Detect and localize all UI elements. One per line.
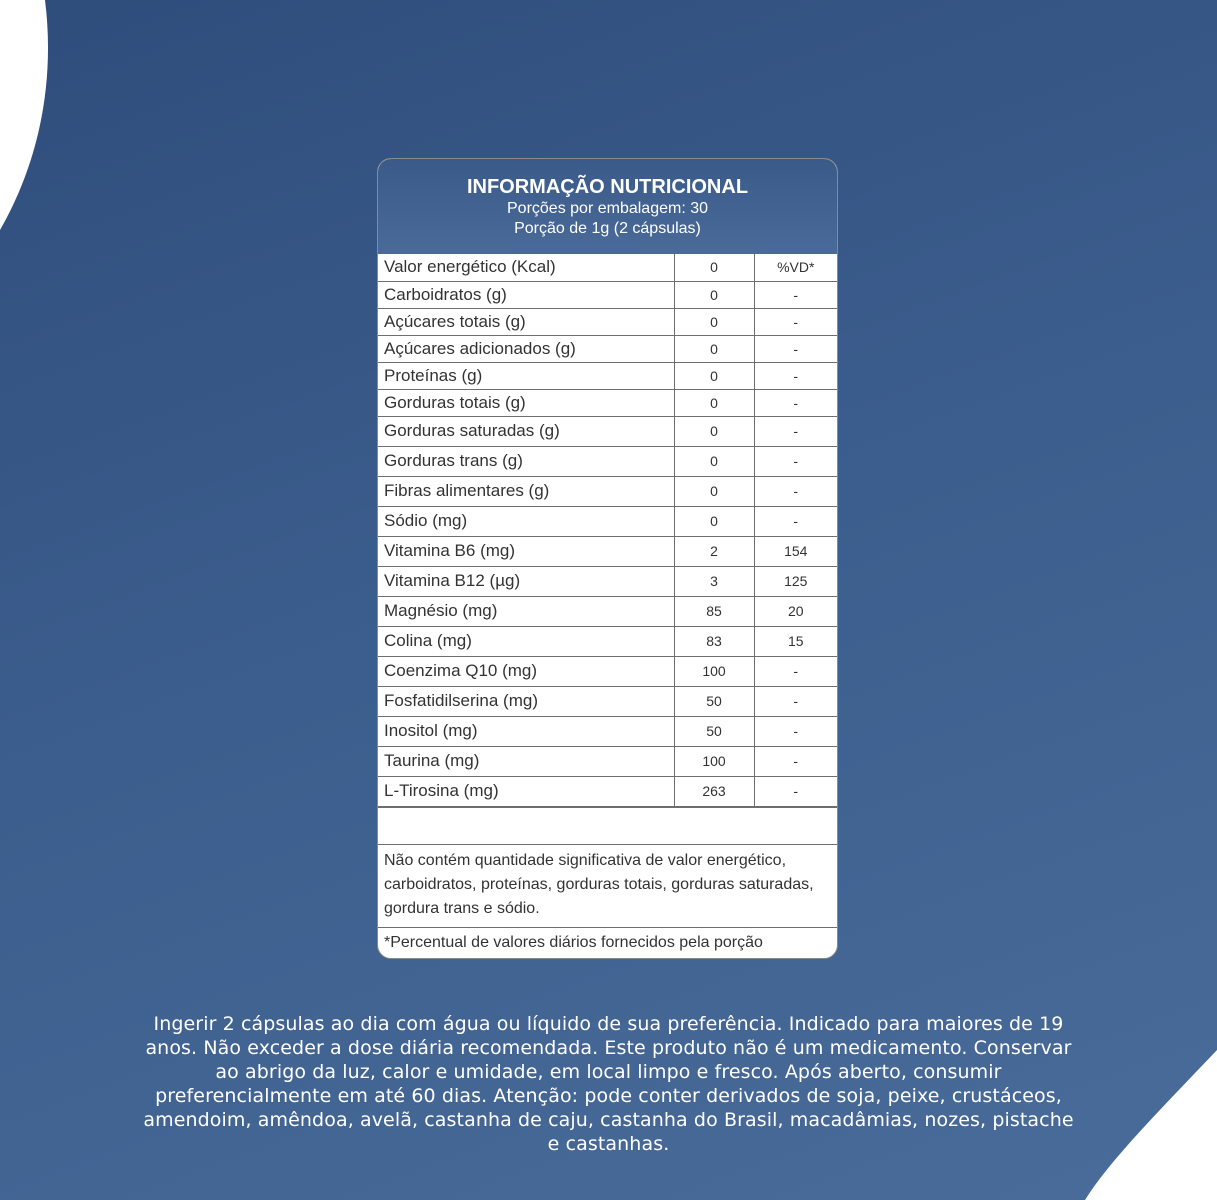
nutrient-name: Magnésio (mg) bbox=[378, 596, 674, 626]
nutrient-name: Carboidratos (g) bbox=[378, 281, 674, 308]
nutrient-daily-value: - bbox=[754, 416, 837, 446]
label-header bbox=[378, 159, 837, 254]
nutrient-amount: 0 bbox=[674, 476, 754, 506]
nutrient-name: Açúcares adicionados (g) bbox=[378, 335, 674, 362]
nutrient-name: L-Tirosina (mg) bbox=[378, 776, 674, 806]
nutrient-row bbox=[378, 281, 837, 308]
nutrient-row bbox=[378, 254, 837, 281]
nutrient-row bbox=[378, 656, 837, 686]
nutrient-name: Taurina (mg) bbox=[378, 746, 674, 776]
nutrient-daily-value: - bbox=[754, 476, 837, 506]
nutrient-amount: 50 bbox=[674, 686, 754, 716]
nutrient-row bbox=[378, 716, 837, 746]
usage-instructions: Ingerir 2 cápsulas ao dia com água ou líquido de sua preferência. Indicado para maiores de 19 anos. Não exceder a dose diária recomendada. Este produto não é um medicamento. Conservar ao abrigo da luz, calor e umidade, em local limpo e fresco. Após aberto, consumir preferencialmente em até 60 dias. Atenção: pode conter derivados de soja, peixe, crustáceos, amendoim, amêndoa, avelã, castanha de caju, castanha do Brasil, macadâmias, nozes, pistache e castanhas. bbox=[143, 1013, 1074, 1155]
nutrient-amount: 0 bbox=[674, 416, 754, 446]
nutrient-row bbox=[378, 335, 837, 362]
nutrient-name: Gorduras saturadas (g) bbox=[378, 416, 674, 446]
nutrient-name: Vitamina B12 (µg) bbox=[378, 566, 674, 596]
nutrient-row bbox=[378, 776, 837, 806]
nutrient-name: Vitamina B6 (mg) bbox=[378, 536, 674, 566]
nutrient-amount: 100 bbox=[674, 746, 754, 776]
servings-per-package: Porções por embalagem: 30 bbox=[507, 200, 708, 217]
no-significant-amount-note: Não contém quantidade significativa de valor energético, carboidratos, proteínas, gorduras totais, gorduras saturadas, gordura trans e sódio. bbox=[378, 845, 837, 928]
nutrition-table bbox=[378, 254, 837, 807]
nutrient-amount: 0 bbox=[674, 254, 754, 281]
daily-value-footnote: *Percentual de valores diários fornecidos pela porção bbox=[384, 933, 763, 951]
nutrient-amount: 0 bbox=[674, 389, 754, 416]
nutrient-row bbox=[378, 389, 837, 416]
nutrient-amount: 0 bbox=[674, 446, 754, 476]
nutrient-amount: 50 bbox=[674, 716, 754, 746]
nutrient-amount: 85 bbox=[674, 596, 754, 626]
label-title: INFORMAÇÃO NUTRICIONAL bbox=[466, 176, 749, 198]
nutrient-amount: 0 bbox=[674, 362, 754, 389]
bottom-right-white-curve bbox=[1085, 1050, 1217, 1200]
nutrient-daily-value: 154 bbox=[754, 536, 837, 566]
nutrient-daily-value: - bbox=[754, 656, 837, 686]
serving-size: Porção de 1g (2 cápsulas) bbox=[514, 220, 701, 237]
nutrient-daily-value: - bbox=[754, 716, 837, 746]
nutrient-name: Sódio (mg) bbox=[378, 506, 674, 536]
nutrient-daily-value: - bbox=[754, 506, 837, 536]
nutrient-row bbox=[378, 626, 837, 656]
nutrient-row bbox=[378, 308, 837, 335]
nutrient-daily-value: 15 bbox=[754, 626, 837, 656]
nutrient-daily-value: - bbox=[754, 335, 837, 362]
nutrient-name: Proteínas (g) bbox=[378, 362, 674, 389]
nutrient-amount: 83 bbox=[674, 626, 754, 656]
nutrient-name: Fosfatidilserina (mg) bbox=[378, 686, 674, 716]
nutrient-amount: 3 bbox=[674, 566, 754, 596]
nutrient-name: Fibras alimentares (g) bbox=[378, 476, 674, 506]
nutrient-daily-value: - bbox=[754, 446, 837, 476]
nutrient-row bbox=[378, 362, 837, 389]
nutrient-daily-value: - bbox=[754, 686, 837, 716]
nutrient-name: Coenzima Q10 (mg) bbox=[378, 656, 674, 686]
nutrient-name: Gorduras trans (g) bbox=[378, 446, 674, 476]
nutrient-daily-value: - bbox=[754, 362, 837, 389]
nutrient-name: Inositol (mg) bbox=[378, 716, 674, 746]
nutrient-name: Açúcares totais (g) bbox=[378, 308, 674, 335]
top-left-white-curve bbox=[0, 0, 48, 230]
nutrient-row bbox=[378, 506, 837, 536]
nutrient-daily-value: - bbox=[754, 281, 837, 308]
nutrient-amount: 0 bbox=[674, 308, 754, 335]
nutrient-daily-value: %VD* bbox=[754, 254, 837, 281]
table-spacer bbox=[378, 807, 837, 845]
nutrient-row bbox=[378, 566, 837, 596]
nutrient-daily-value: - bbox=[754, 389, 837, 416]
nutrient-daily-value: - bbox=[754, 746, 837, 776]
nutrition-facts-label bbox=[377, 158, 838, 959]
nutrient-row bbox=[378, 686, 837, 716]
nutrient-daily-value: 20 bbox=[754, 596, 837, 626]
nutrient-daily-value: - bbox=[754, 776, 837, 806]
nutrient-row bbox=[378, 476, 837, 506]
nutrient-row bbox=[378, 416, 837, 446]
nutrient-amount: 0 bbox=[674, 335, 754, 362]
nutrient-daily-value: 125 bbox=[754, 566, 837, 596]
nutrient-amount: 0 bbox=[674, 506, 754, 536]
nutrient-name: Valor energético (Kcal) bbox=[378, 254, 674, 281]
nutrient-row bbox=[378, 536, 837, 566]
nutrient-amount: 0 bbox=[674, 281, 754, 308]
nutrient-name: Gorduras totais (g) bbox=[378, 389, 674, 416]
nutrient-row bbox=[378, 446, 837, 476]
nutrient-row bbox=[378, 746, 837, 776]
nutrient-amount: 2 bbox=[674, 536, 754, 566]
nutrient-row bbox=[378, 596, 837, 626]
nutrient-amount: 100 bbox=[674, 656, 754, 686]
nutrient-daily-value: - bbox=[754, 308, 837, 335]
nutrient-amount: 263 bbox=[674, 776, 754, 806]
nutrient-name: Colina (mg) bbox=[378, 626, 674, 656]
